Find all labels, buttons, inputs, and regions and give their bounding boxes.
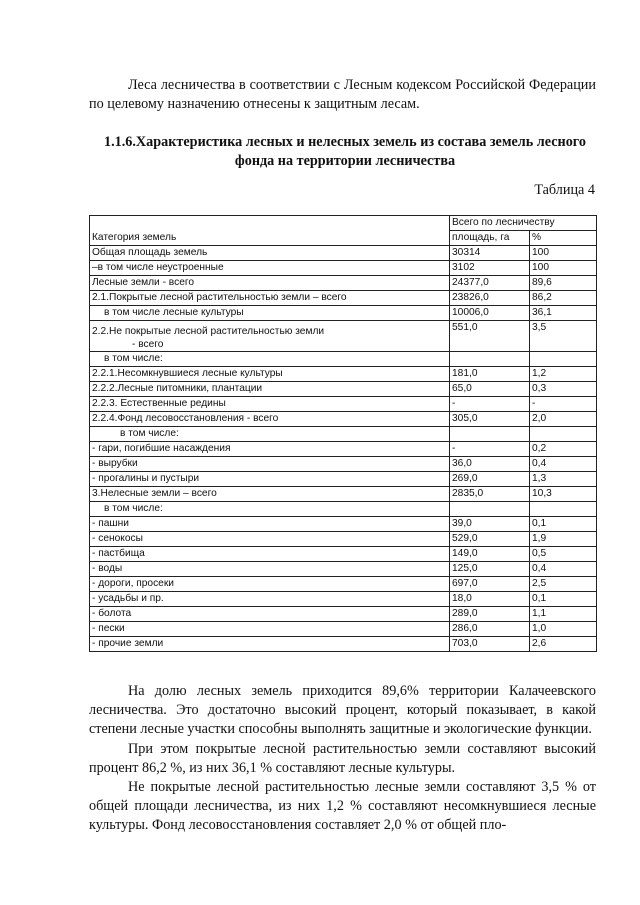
area-cell: 39,0 bbox=[450, 517, 530, 532]
header-category-top bbox=[90, 216, 450, 231]
category-cell bbox=[90, 246, 450, 261]
table-row bbox=[90, 622, 597, 637]
area-cell: 149,0 bbox=[450, 547, 530, 562]
table-row bbox=[90, 607, 597, 622]
category-cell bbox=[90, 291, 450, 306]
table-row bbox=[90, 367, 597, 382]
category-label: –в том числе неустроенные bbox=[92, 262, 224, 273]
table-caption: Таблица 4 bbox=[534, 182, 595, 198]
percent-cell: - bbox=[530, 397, 597, 412]
category-label: - сенокосы bbox=[92, 533, 143, 544]
area-cell: - bbox=[450, 397, 530, 412]
percent-cell: 2,5 bbox=[530, 577, 597, 592]
table-row bbox=[90, 517, 597, 532]
percent-cell: 0,4 bbox=[530, 562, 597, 577]
area-cell: 697,0 bbox=[450, 577, 530, 592]
section-heading: 1.1.6.Характеристика лесных и нелесных земель из состава земель лесного фонда на территории лесничества bbox=[104, 134, 586, 169]
category-cell bbox=[90, 367, 450, 382]
category-label: - пески bbox=[92, 623, 125, 634]
area-cell bbox=[450, 427, 530, 442]
table-header-row-2 bbox=[90, 231, 597, 246]
category-label: - вырубки bbox=[92, 458, 138, 469]
area-cell: 2835,0 bbox=[450, 487, 530, 502]
category-cell bbox=[90, 321, 450, 352]
table-row bbox=[90, 592, 597, 607]
category-label: 2.2.3. Естественные редины bbox=[92, 398, 226, 409]
table-row bbox=[90, 472, 597, 487]
table-row bbox=[90, 442, 597, 457]
category-label: в том числе: bbox=[104, 503, 163, 514]
intro-paragraph: Леса лесничества в соответствии с Лесным кодексом Российской Федерации по целевому назначению отнесены к защитным лесам. bbox=[89, 77, 596, 113]
category-label: 3.Нелесные земли – всего bbox=[92, 488, 217, 499]
table-row bbox=[90, 547, 597, 562]
percent-cell: 0,5 bbox=[530, 547, 597, 562]
percent-cell: 100 bbox=[530, 246, 597, 261]
category-label: в том числе лесные культуры bbox=[104, 307, 244, 318]
percent-cell: 2,0 bbox=[530, 412, 597, 427]
area-cell: 23826,0 bbox=[450, 291, 530, 306]
category-cell bbox=[90, 261, 450, 276]
percent-cell: 1,3 bbox=[530, 472, 597, 487]
percent-cell: 3,5 bbox=[530, 321, 597, 352]
category-cell bbox=[90, 306, 450, 321]
area-cell: 65,0 bbox=[450, 382, 530, 397]
percent-cell: 36,1 bbox=[530, 306, 597, 321]
category-label: - прогалины и пустыри bbox=[92, 473, 200, 484]
percent-cell: 100 bbox=[530, 261, 597, 276]
category-label: - прочие земли bbox=[92, 638, 164, 649]
table-row bbox=[90, 502, 597, 517]
percent-cell: 1,1 bbox=[530, 607, 597, 622]
percent-cell: 86,2 bbox=[530, 291, 597, 306]
table-row bbox=[90, 457, 597, 472]
area-cell: 3102 bbox=[450, 261, 530, 276]
percent-cell bbox=[530, 502, 597, 517]
header-category-cell: Категория земель bbox=[90, 231, 450, 246]
category-cell bbox=[90, 592, 450, 607]
table-row bbox=[90, 397, 597, 412]
percent-cell: 10,3 bbox=[530, 487, 597, 502]
category-cell bbox=[90, 622, 450, 637]
percent-cell: 1,9 bbox=[530, 532, 597, 547]
table-row bbox=[90, 562, 597, 577]
category-label: - усадьбы и пр. bbox=[92, 593, 164, 604]
percent-cell bbox=[530, 427, 597, 442]
category-label: 2.2.4.Фонд лесовосстановления - всего bbox=[92, 413, 279, 424]
category-label-continuation: - всего bbox=[132, 339, 164, 350]
category-label: 2.2.1.Несомкнувшиеся лесные культуры bbox=[92, 368, 283, 379]
category-cell bbox=[90, 517, 450, 532]
category-label: Общая площадь земель bbox=[92, 247, 208, 258]
table-row bbox=[90, 276, 597, 291]
category-cell bbox=[90, 457, 450, 472]
category-cell bbox=[90, 607, 450, 622]
percent-cell: 0,1 bbox=[530, 592, 597, 607]
category-label: - воды bbox=[92, 563, 123, 574]
table-header-row-1 bbox=[90, 216, 597, 231]
category-label: в том числе: bbox=[120, 428, 179, 439]
category-cell bbox=[90, 487, 450, 502]
category-cell bbox=[90, 352, 450, 367]
category-cell bbox=[90, 562, 450, 577]
category-cell bbox=[90, 412, 450, 427]
category-cell bbox=[90, 637, 450, 652]
category-label: - дороги, просеки bbox=[92, 578, 174, 589]
category-label: - болота bbox=[92, 608, 132, 619]
category-cell bbox=[90, 502, 450, 517]
category-cell bbox=[90, 547, 450, 562]
table-row bbox=[90, 412, 597, 427]
category-label: 2.1.Покрытые лесной растительностью земли – всего bbox=[92, 292, 347, 303]
table-row bbox=[90, 321, 597, 352]
percent-cell: 0,4 bbox=[530, 457, 597, 472]
area-cell: 286,0 bbox=[450, 622, 530, 637]
area-cell: 289,0 bbox=[450, 607, 530, 622]
area-cell: 551,0 bbox=[450, 321, 530, 352]
land-categories-table bbox=[89, 215, 597, 652]
percent-cell: 1,0 bbox=[530, 622, 597, 637]
category-cell bbox=[90, 382, 450, 397]
header-area-cell: площадь, га bbox=[450, 231, 530, 246]
table-row bbox=[90, 427, 597, 442]
area-cell: 10006,0 bbox=[450, 306, 530, 321]
table-row bbox=[90, 246, 597, 261]
header-group-cell: Всего по лесничеству bbox=[450, 216, 597, 231]
category-cell bbox=[90, 472, 450, 487]
category-label: - гари, погибшие насаждения bbox=[92, 443, 231, 454]
table-row bbox=[90, 306, 597, 321]
area-cell: 269,0 bbox=[450, 472, 530, 487]
percent-cell: 0,3 bbox=[530, 382, 597, 397]
area-cell: 24377,0 bbox=[450, 276, 530, 291]
category-label: 2.2.Не покрытые лесной растительностью земли bbox=[92, 326, 325, 337]
table-row bbox=[90, 637, 597, 652]
area-cell: 125,0 bbox=[450, 562, 530, 577]
area-cell: 181,0 bbox=[450, 367, 530, 382]
analysis-paragraph-2: При этом покрытые лесной растительностью земли составляют высокий процент 86,2 %, из них 36,1 % составляют лесные культуры. bbox=[89, 740, 596, 776]
percent-cell: 0,2 bbox=[530, 442, 597, 457]
category-label: - пастбища bbox=[92, 548, 145, 559]
category-label: 2.2.2.Лесные питомники, плантации bbox=[92, 383, 263, 394]
category-cell bbox=[90, 442, 450, 457]
table-row bbox=[90, 261, 597, 276]
area-cell bbox=[450, 352, 530, 367]
category-cell bbox=[90, 427, 450, 442]
category-label: - пашни bbox=[92, 518, 129, 529]
area-cell: 305,0 bbox=[450, 412, 530, 427]
table-row bbox=[90, 577, 597, 592]
area-cell: 36,0 bbox=[450, 457, 530, 472]
percent-cell: 89,6 bbox=[530, 276, 597, 291]
area-cell: - bbox=[450, 442, 530, 457]
category-cell bbox=[90, 577, 450, 592]
analysis-paragraph-3: Не покрытые лесной растительностью лесные земли составляют 3,5 % от общей площади лесничества, из них 1,2 % составляют несомкнувшиеся лесные культуры. Фонд лесовосстановления составляет 2,0 % от общей пло- bbox=[89, 779, 596, 834]
category-cell bbox=[90, 532, 450, 547]
area-cell: 529,0 bbox=[450, 532, 530, 547]
table-row bbox=[90, 487, 597, 502]
percent-cell bbox=[530, 352, 597, 367]
analysis-paragraph-1: На долю лесных земель приходится 89,6% территории Калачеевского лесничества. Это достаточно высокий процент, который показывает, в какой степени лесные участки способны выполнять защитные и экологические функции. bbox=[89, 683, 596, 738]
category-cell bbox=[90, 276, 450, 291]
area-cell: 30314 bbox=[450, 246, 530, 261]
category-cell bbox=[90, 397, 450, 412]
area-cell: 18,0 bbox=[450, 592, 530, 607]
percent-cell: 0,1 bbox=[530, 517, 597, 532]
table-row bbox=[90, 352, 597, 367]
table-row bbox=[90, 291, 597, 306]
analysis-text bbox=[89, 682, 596, 836]
table-row bbox=[90, 382, 597, 397]
area-cell bbox=[450, 502, 530, 517]
category-label: Лесные земли - всего bbox=[92, 277, 195, 288]
category-label: в том числе: bbox=[104, 353, 163, 364]
percent-cell: 2,6 bbox=[530, 637, 597, 652]
area-cell: 703,0 bbox=[450, 637, 530, 652]
percent-cell: 1,2 bbox=[530, 367, 597, 382]
table-row bbox=[90, 532, 597, 547]
header-percent-cell: % bbox=[530, 231, 597, 246]
